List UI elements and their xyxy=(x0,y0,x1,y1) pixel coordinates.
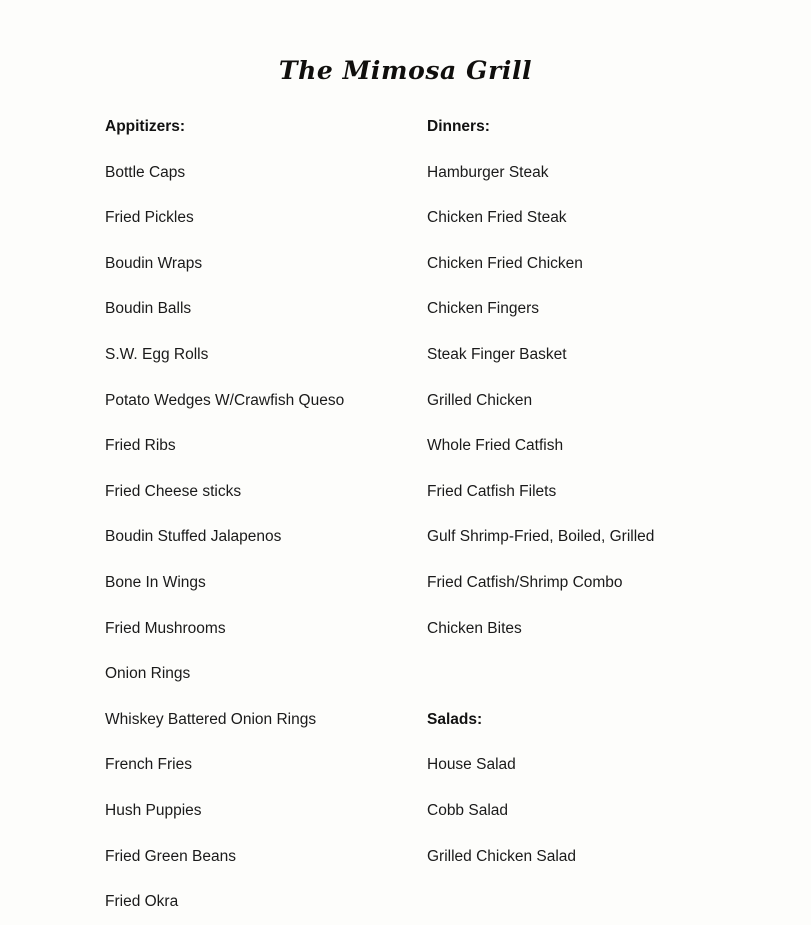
menu-item: House Salad xyxy=(427,756,516,774)
menu-item: French Fries xyxy=(105,756,192,774)
menu-item: Fried Ribs xyxy=(105,437,176,455)
menu-item: Cobb Salad xyxy=(427,801,509,819)
menu-item: S.W. Egg Rolls xyxy=(105,345,209,363)
menu-item: Grilled Chicken Salad xyxy=(427,847,577,865)
menu-item: Fried Green Beans xyxy=(105,847,236,865)
salads-heading: Salads: xyxy=(427,710,483,728)
menu-item: Hamburger Steak xyxy=(427,163,549,181)
menu-item: Bone In Wings xyxy=(105,573,206,591)
menu-item: Fried Catfish Filets xyxy=(427,482,557,500)
menu-item: Onion Rings xyxy=(105,665,191,683)
menu-item: Boudin Balls xyxy=(105,300,192,318)
dinners-column xyxy=(427,104,757,879)
dinners-heading: Dinners: xyxy=(427,118,490,135)
menu-item: Grilled Chicken xyxy=(427,391,533,409)
menu-item: Gulf Shrimp-Fried, Boiled, Grilled xyxy=(427,528,655,546)
menu-item: Fried Catfish/Shrimp Combo xyxy=(427,573,623,591)
menu-item: Steak Finger Basket xyxy=(427,345,567,363)
menu-item: Bottle Caps xyxy=(105,163,186,181)
menu-item: Boudin Stuffed Jalapenos xyxy=(105,528,282,546)
menu-item: Fried Pickles xyxy=(105,209,194,227)
menu-item: Fried Okra xyxy=(105,893,179,911)
menu-item: Potato Wedges W/Crawfish Queso xyxy=(105,391,345,409)
appetizers-column xyxy=(105,104,415,925)
menu-item: Hush Puppies xyxy=(105,801,202,819)
page-title: The Mimosa Grill xyxy=(278,56,533,85)
menu-item: Chicken Bites xyxy=(427,619,522,637)
menu-item: Fried Cheese sticks xyxy=(105,482,242,500)
menu-item: Chicken Fried Steak xyxy=(427,209,567,227)
appetizers-heading: Appitizers: xyxy=(105,118,186,135)
menu-item: Boudin Wraps xyxy=(105,254,203,272)
menu-item: Whiskey Battered Onion Rings xyxy=(105,710,317,728)
menu-item: Chicken Fingers xyxy=(427,300,539,318)
section-gap xyxy=(427,651,757,697)
menu-item: Chicken Fried Chicken xyxy=(427,254,583,272)
menu-item: Fried Mushrooms xyxy=(105,619,226,637)
menu-item: Whole Fried Catfish xyxy=(427,437,564,455)
